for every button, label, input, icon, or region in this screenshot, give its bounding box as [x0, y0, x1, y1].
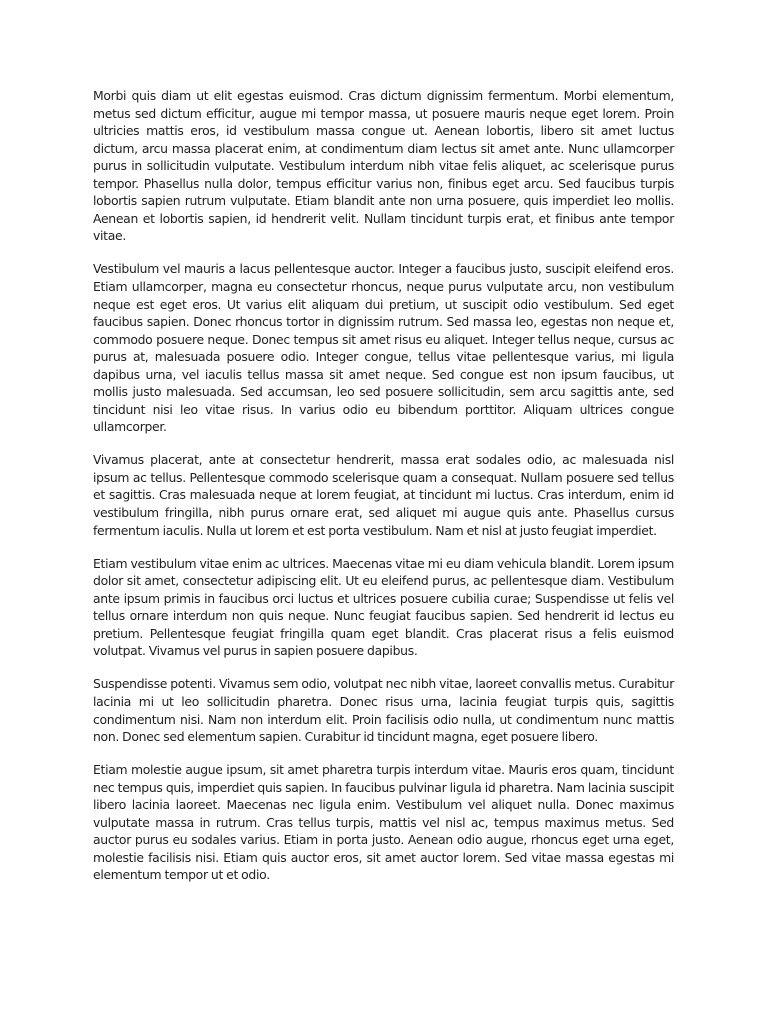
paragraph-1: Morbi quis diam ut elit egestas euismod. Cras dictum dignissim fermentum. Morbi elementum, metus sed dictum efficitur, augue mi tempor massa, ut posuere mauris neque eget lorem. Proin ultricies mattis eros, id vestibulum massa congue ut. Aenean lobortis, libero sit amet luctus dictum, arcu massa placerat enim, at condimentum diam lectus sit amet ante. Nunc ullamcorper purus in sollicitudin vulputate. Vestibulum interdum nibh vitae felis aliquet, ac scelerisque purus tempor. Phasellus nulla dolor, tempus efficitur varius non, finibus eget arcu. Sed faucibus turpis lobortis sapien rutrum vulputate. Etiam blandit ante non urna posuere, quis imperdiet leo mollis. Aenean et lobortis sapien, id hendrerit velit. Nullam tincidunt turpis erat, et finibus ante tempor vitae. — [93, 88, 674, 244]
document-page — [93, 87, 674, 899]
paragraph-5: Suspendisse potenti. Vivamus sem odio, volutpat nec nibh vitae, laoreet convallis metus. Curabitur lacinia mi ut leo sollicitudin pharetra. Donec risus urna, lacinia feugiat turpis quis, sagittis condimentum nisi. Nam non interdum elit. Proin facilisis odio nulla, ut condimentum nunc mattis non. Donec sed elementum sapien. Curabitur id tincidunt magna, eget posuere libero. — [93, 676, 674, 745]
paragraph-2: Vestibulum vel mauris a lacus pellentesque auctor. Integer a faucibus justo, suscipit eleifend eros. Etiam ullamcorper, magna eu consectetur rhoncus, neque purus vulputate arcu, non vestibulum neque est eget eros. Ut varius elit aliquam dui pretium, ut suscipit odio vestibulum. Sed eget faucibus sapien. Donec rhoncus tortor in dignissim rutrum. Sed massa leo, egestas non neque et, commodo posuere neque. Donec tempus sit amet risus eu aliquet. Integer tellus neque, cursus ac purus at, malesuada posuere odio. Integer congue, tellus vitae pellentesque varius, mi ligula dapibus urna, vel iaculis tellus massa sit amet neque. Sed congue est non ipsum faucibus, ut mollis justo malesuada. Sed accumsan, leo sed posuere sollicitudin, sem arcu sagittis ante, sed tincidunt nisi leo vitae risus. In varius odio eu bibendum porttitor. Aliquam ultrices congue ullamcorper. — [93, 261, 674, 435]
paragraph-3: Vivamus placerat, ante at consectetur hendrerit, massa erat sodales odio, ac malesuada nisl ipsum ac tellus. Pellentesque commodo scelerisque quam a consequat. Nullam posuere sed tellus et sagittis. Cras malesuada neque at lorem feugiat, at tincidunt mi luctus. Cras interdum, enim id vestibulum fringilla, nibh purus ornare erat, sed aliquet mi augue quis ante. Phasellus cursus fermentum iaculis. Nulla ut lorem et est porta vestibulum. Nam et nisl at justo feugiat imperdiet. — [93, 452, 674, 538]
paragraph-4: Etiam vestibulum vitae enim ac ultrices. Maecenas vitae mi eu diam vehicula blandit. Lorem ipsum dolor sit amet, consectetur adipiscing elit. Ut eu eleifend purus, ac pellentesque diam. Vestibulum ante ipsum primis in faucibus orci luctus et ultrices posuere cubilia curae; Suspendisse ut felis vel tellus ornare interdum non quis neque. Nunc feugiat faucibus sapien. Sed hendrerit id lectus eu pretium. Pellentesque feugiat fringilla quam eget blandit. Cras placerat risus a felis euismod volutpat. Vivamus vel purus in sapien posuere dapibus. — [93, 555, 674, 659]
paragraph-6: Etiam molestie augue ipsum, sit amet pharetra turpis interdum vitae. Mauris eros quam, tincidunt nec tempus quis, imperdiet quis sapien. In faucibus pulvinar ligula id pharetra. Nam lacinia suscipit libero lacinia laoreet. Maecenas nec ligula enim. Vestibulum vel aliquet nulla. Donec maximus vulputate massa in rutrum. Cras tellus turpis, mattis vel nisl ac, tempus maximus metus. Sed auctor purus eu sodales varius. Etiam in porta justo. Aenean odio augue, rhoncus eget urna eget, molestie facilisis nisi. Etiam quis auctor eros, sit amet auctor lorem. Sed vitae massa egestas mi elementum tempor ut et odio. — [93, 762, 674, 883]
